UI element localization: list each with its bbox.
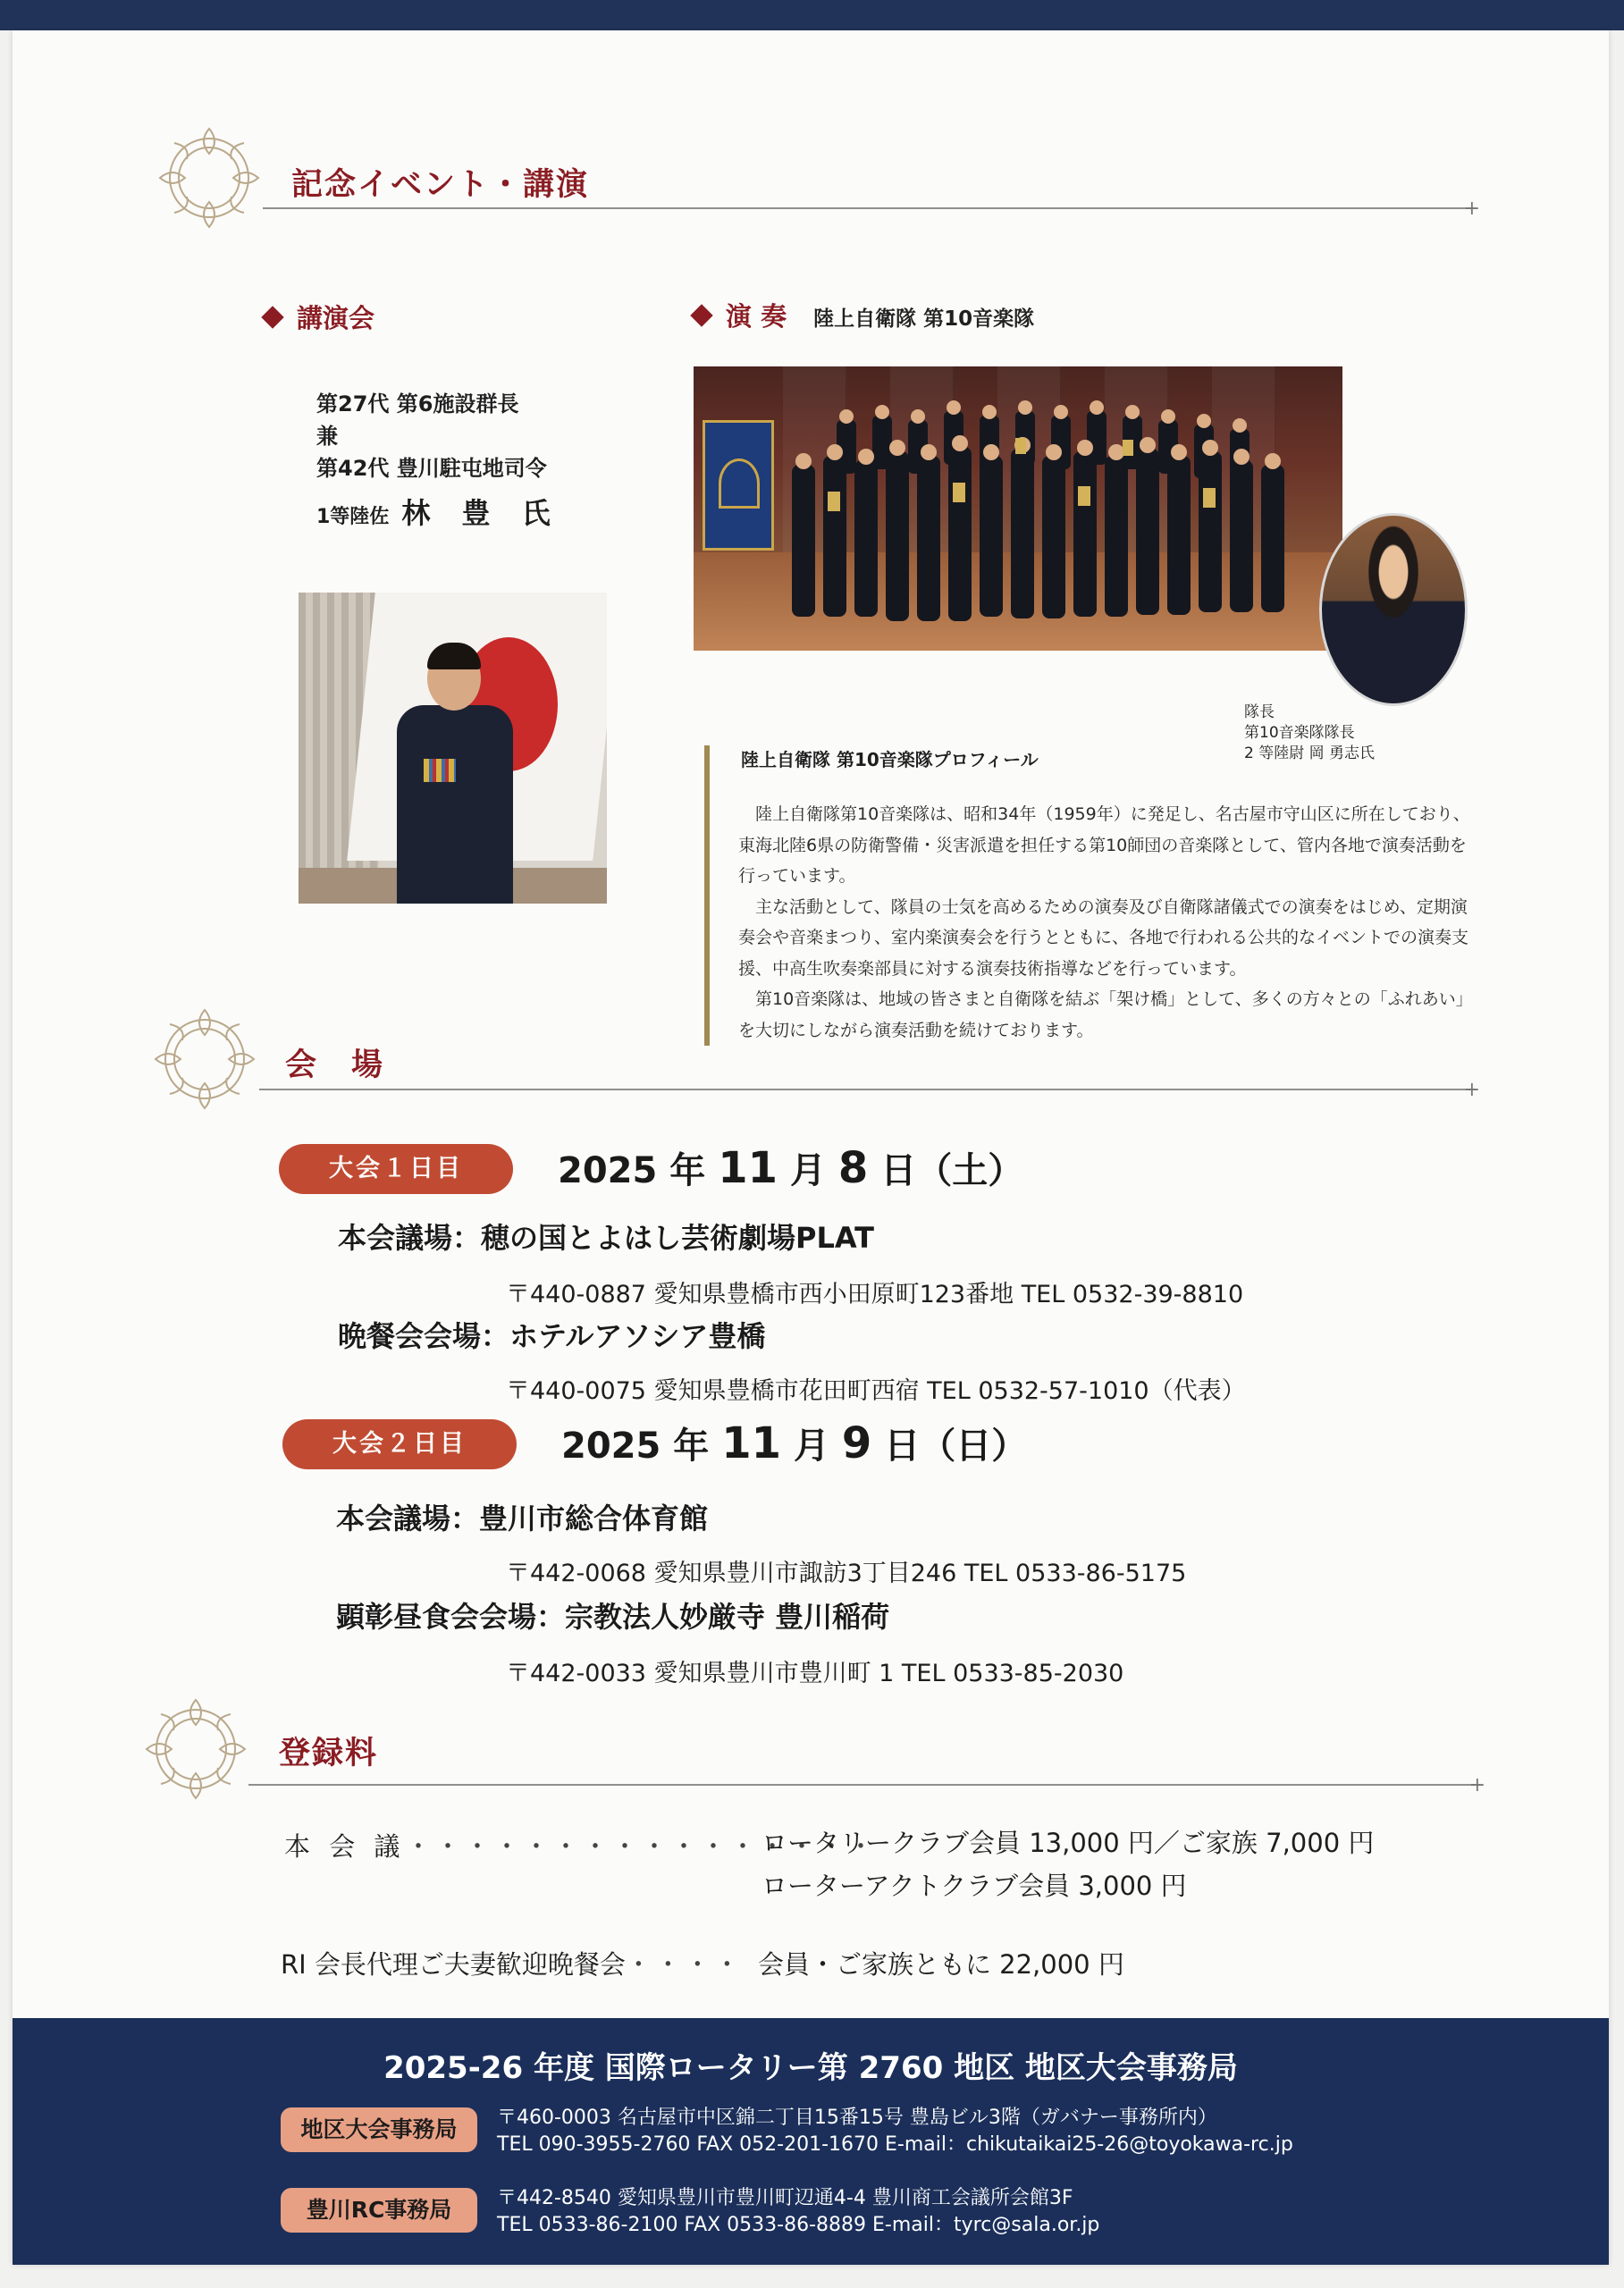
day1-day: 8 [837, 1143, 869, 1193]
caption-line3: 2 等陸尉 岡 勇志氏 [1244, 744, 1376, 762]
flyer-page [13, 30, 1609, 2265]
lecturer-name: 林 豊 氏 [401, 496, 561, 530]
fee-main-line2: ローターアクトクラブ会員 3,000 円 [762, 1871, 1187, 1901]
profile-accent-bar [704, 745, 710, 1046]
day2-day-unit: 日 [884, 1426, 921, 1467]
day2-venue1-address: 〒442-0068 愛知県豊川市諏訪3丁目246 TEL 0533-86-5175 [506, 1560, 1187, 1587]
day2-pill: 大会２日目 [282, 1419, 517, 1469]
events-section-title: 記念イベント・講演 [291, 167, 590, 203]
diamond-bullet-icon [690, 304, 712, 326]
day1-month: 11 [718, 1143, 778, 1193]
venue-section-rule: + [259, 1089, 1475, 1090]
fee-main-label-text: 本 会 議 [284, 1831, 406, 1862]
day1-date [558, 1142, 1023, 1193]
fees-section-rule: + [248, 1784, 1480, 1786]
conductor-photo [1319, 513, 1468, 706]
day2-month: 11 [721, 1418, 781, 1468]
day1-year-unit: 年 [669, 1150, 706, 1191]
day1-venue2-address: 〒440-0075 愛知県豊橋市花田町西宿 TEL 0532-57-1010（代表） [506, 1377, 1246, 1405]
fee-dinner-value: 会員・ご家族ともに 22,000 円 [757, 1949, 1124, 1980]
day2-venue2-address: 〒442-0033 愛知県豊川市豊川町 1 TEL 0533-85-2030 [506, 1660, 1124, 1687]
day2-date [561, 1417, 1027, 1468]
fees-section-title: 登録料 [279, 1736, 379, 1771]
office-toyokawa-contact: TEL 0533-86-2100 FAX 0533-86-8889 E-mail：tyrc@sala.or.jp [497, 2214, 1100, 2236]
office-toyokawa-address: 〒442-8540 愛知県豊川市豊川町辺通4-4 豊川商工会議所会館3F [497, 2187, 1073, 2209]
footer-band [13, 2018, 1609, 2265]
day1-pill: 大会１日目 [279, 1144, 513, 1194]
ornament-icon [142, 111, 276, 245]
day1-venue1-address: 〒440-0887 愛知県豊橋市西小田原町123番地 TEL 0532-39-8810 [506, 1281, 1244, 1308]
day2-venue1-title: 本会議場：豊川市総合体育館 [336, 1502, 709, 1535]
ornament-icon [138, 992, 272, 1126]
day2-weekday: （日） [920, 1426, 1028, 1467]
footer-title: 2025-26 年度 国際ロータリー第 2760 地区 地区大会事務局 [383, 2050, 1238, 2086]
lecture-label: 講演会 [297, 303, 375, 333]
day2-year: 2025 [561, 1426, 661, 1467]
lecturer-info [316, 388, 561, 534]
day1-venue2-title: 晩餐会会場：ホテルアソシア豊橋 [338, 1319, 766, 1353]
top-edge-band [0, 0, 1624, 30]
lecturer-line1: 第27代 第6施設群長 [316, 391, 519, 416]
caption-line2: 第10音楽隊隊長 [1244, 724, 1355, 742]
day2-year-unit: 年 [673, 1426, 710, 1467]
caption-line1: 隊長 [1244, 703, 1275, 721]
profile-paragraph: 陸上自衛隊第10音楽隊は、昭和34年（1959年）に発足し、名古屋市守山区に所在しており、東海北陸6県の防衛警備・災害派遣を担任する第10師団の音楽隊として、管内各地で演奏活動を行っています。 [738, 804, 1470, 886]
lecturer-line3: 第42代 豊川駐屯地司令 [316, 456, 547, 481]
day2-month-unit: 月 [793, 1426, 829, 1467]
lecturer-rank: 1等陸佐 [316, 506, 390, 528]
profile-title: 陸上自衛隊 第10音楽隊プロフィール [741, 749, 1039, 770]
day1-day-unit: 日 [880, 1150, 917, 1191]
fee-main-line1: ロータリークラブ会員 13,000 円／ご家族 7,000 円 [762, 1828, 1375, 1858]
events-section-rule: + [263, 207, 1475, 209]
fee-dinner-dots: ・・・・ [625, 1949, 744, 1980]
performance-heading [694, 297, 1034, 333]
day1-weekday: （土） [916, 1150, 1024, 1191]
profile-paragraph: 第10音楽隊は、地域の皆さまと自衛隊を結ぶ「架け橋」として、多くの方々との「ふれあい」を大切にしながら演奏活動を続けております。 [738, 989, 1465, 1040]
day2-venue2-title: 顕彰昼食会会場：宗教法人妙厳寺 豊川稲荷 [336, 1600, 890, 1634]
ornament-icon [129, 1682, 263, 1816]
day1-year: 2025 [558, 1150, 658, 1191]
office-pill-district: 地区大会事務局 [281, 2107, 477, 2152]
diamond-bullet-icon [261, 306, 283, 328]
speaker-photo [299, 593, 607, 904]
fee-dinner-label [281, 1945, 1124, 1981]
performance-label: 演 奏 [726, 301, 787, 332]
office-district-contact: TEL 090-3955-2760 FAX 052-201-1670 E-mail：chikutaikai25-26@toyokawa-rc.jp [497, 2133, 1293, 2156]
day1-venue1-title: 本会議場：穂の国とよはし芸術劇場PLAT [338, 1221, 874, 1255]
profile-text [738, 799, 1471, 1046]
profile-paragraph: 主な活動として、隊員の士気を高めるための演奏及び自衛隊諸儀式での演奏をはじめ、定期演奏会や音楽まつり、室内楽演奏会を行うとともに、各地で行われる公共的なイベントでの演奏支援、中高生吹奏楽部員に対する演奏技術指導などを行っています。 [738, 896, 1469, 979]
fee-main-dots: ・・・・・・・・・・・・・・・・ [405, 1831, 878, 1862]
fee-dinner-label-text: RI 会長代理ご夫妻歓迎晩餐会 [281, 1949, 626, 1980]
day2-day: 9 [841, 1418, 872, 1468]
band-photo [694, 366, 1342, 651]
venue-section-title: 会 場 [285, 1047, 385, 1083]
conductor-caption [1244, 702, 1375, 764]
lecture-heading [265, 299, 374, 335]
performance-band: 陸上自衛隊 第10音楽隊 [813, 307, 1035, 331]
office-district-address: 〒460-0003 名古屋市中区錦二丁目15番15号 豊島ビル3階（ガバナー事務所内） [497, 2107, 1217, 2129]
office-pill-toyokawa: 豊川RC事務局 [281, 2188, 477, 2233]
day1-month-unit: 月 [789, 1150, 826, 1191]
lecturer-line2: 兼 [316, 424, 338, 449]
